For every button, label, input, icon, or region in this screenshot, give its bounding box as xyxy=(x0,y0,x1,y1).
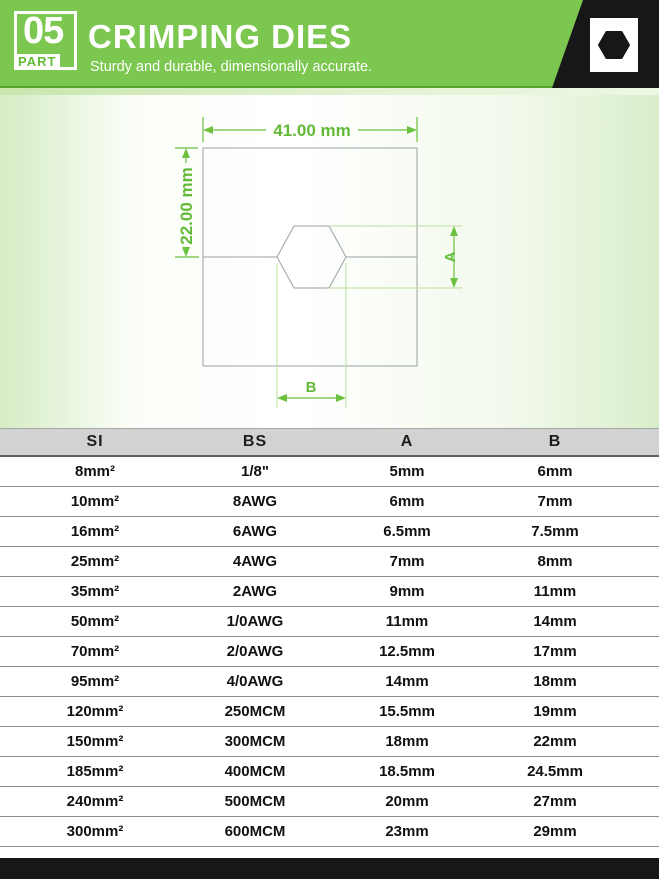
cell-si: 50mm² xyxy=(70,613,120,630)
column-header-si: SI xyxy=(86,433,104,450)
cell-b: 7.5mm xyxy=(531,523,579,540)
cell-si: 185mm² xyxy=(66,763,124,780)
die-hexagon-cavity xyxy=(277,226,346,288)
cell-b: 8mm xyxy=(537,553,573,570)
cell-b: 14mm xyxy=(533,613,577,630)
header-strip xyxy=(0,88,659,95)
arrowhead-up-icon xyxy=(450,226,458,236)
table-row xyxy=(0,727,659,757)
cell-bs: 400MCM xyxy=(224,763,286,780)
page-subtitle: Sturdy and durable, dimensionally accurate. xyxy=(90,59,373,75)
dimension-b-label: B xyxy=(305,379,317,396)
cell-a: 18mm xyxy=(385,733,429,750)
arrowhead-up-icon xyxy=(182,148,190,158)
header-banner xyxy=(0,0,659,88)
table-row xyxy=(0,607,659,637)
column-header-bs: BS xyxy=(242,433,268,450)
cell-a: 5mm xyxy=(389,463,425,480)
die-dimension-diagram xyxy=(0,95,659,428)
cell-si: 70mm² xyxy=(70,643,120,660)
table-row xyxy=(0,787,659,817)
cell-bs: 600MCM xyxy=(224,823,286,840)
arrowhead-left-icon xyxy=(277,394,287,402)
table-row xyxy=(0,817,659,847)
cell-a: 12.5mm xyxy=(379,643,435,660)
cell-a: 14mm xyxy=(385,673,429,690)
page-title: CRIMPING DIES xyxy=(88,18,353,55)
cell-b: 19mm xyxy=(533,703,577,720)
spec-table xyxy=(0,428,659,847)
cell-si: 25mm² xyxy=(70,553,120,570)
column-header-b: B xyxy=(548,433,562,450)
dimension-a-label: A xyxy=(442,251,459,263)
part-badge xyxy=(14,11,77,70)
cell-b: 11mm xyxy=(533,583,577,600)
hexagon-icon xyxy=(598,31,630,59)
cell-b: 6mm xyxy=(537,463,573,480)
header-corner xyxy=(540,0,659,88)
table-row xyxy=(0,667,659,697)
cell-a: 6.5mm xyxy=(383,523,431,540)
arrowhead-left-icon xyxy=(203,126,213,134)
cell-a: 9mm xyxy=(389,583,425,600)
cell-b: 29mm xyxy=(533,823,577,840)
arrowhead-right-icon xyxy=(336,394,346,402)
cell-bs: 250MCM xyxy=(224,703,286,720)
cell-si: 120mm² xyxy=(66,703,124,720)
cell-a: 15.5mm xyxy=(379,703,435,720)
cell-si: 240mm² xyxy=(66,793,124,810)
table-row xyxy=(0,457,659,487)
cell-bs: 2AWG xyxy=(232,583,278,600)
arrowhead-down-icon xyxy=(450,278,458,288)
cell-a: 23mm xyxy=(385,823,429,840)
height-dimension-label: 22.00 mm xyxy=(177,167,196,245)
table-row xyxy=(0,517,659,547)
cell-bs: 8AWG xyxy=(232,493,278,510)
arrowhead-right-icon xyxy=(407,126,417,134)
cell-si: 150mm² xyxy=(66,733,124,750)
table-row xyxy=(0,547,659,577)
cell-a: 20mm xyxy=(385,793,429,810)
cell-si: 8mm² xyxy=(74,463,116,480)
cell-si: 35mm² xyxy=(70,583,120,600)
cell-a: 7mm xyxy=(389,553,425,570)
cell-bs: 500MCM xyxy=(224,793,286,810)
cell-bs: 2/0AWG xyxy=(226,643,284,660)
cell-bs: 300MCM xyxy=(224,733,286,750)
bottom-bar xyxy=(0,858,659,879)
table-row xyxy=(0,697,659,727)
cell-b: 27mm xyxy=(533,793,577,810)
cell-bs: 6AWG xyxy=(232,523,278,540)
arrowhead-down-icon xyxy=(182,247,190,257)
cell-bs: 1/8" xyxy=(241,463,269,480)
table-row xyxy=(0,487,659,517)
cell-a: 18.5mm xyxy=(379,763,435,780)
cell-si: 300mm² xyxy=(66,823,124,840)
cell-b: 22mm xyxy=(533,733,577,750)
spec-table-body xyxy=(0,457,659,847)
part-label: PART xyxy=(14,54,60,70)
table-row xyxy=(0,757,659,787)
cell-si: 10mm² xyxy=(70,493,120,510)
width-dimension-label: 41.00 mm xyxy=(273,121,351,140)
cell-si: 95mm² xyxy=(70,673,120,690)
cell-a: 11mm xyxy=(385,613,429,630)
cell-b: 7mm xyxy=(537,493,573,510)
table-row xyxy=(0,577,659,607)
spec-table-header xyxy=(0,428,659,457)
cell-bs: 4AWG xyxy=(232,553,278,570)
cell-b: 17mm xyxy=(533,643,577,660)
hexagon-icon-frame xyxy=(590,18,638,72)
column-header-a: A xyxy=(400,433,414,450)
cell-bs: 4/0AWG xyxy=(226,673,284,690)
cell-bs: 1/0AWG xyxy=(226,613,284,630)
cell-a: 6mm xyxy=(389,493,425,510)
cell-b: 24.5mm xyxy=(527,763,583,780)
cell-b: 18mm xyxy=(533,673,577,690)
table-row xyxy=(0,637,659,667)
cell-si: 16mm² xyxy=(70,523,120,540)
part-number: 05 xyxy=(23,10,64,52)
